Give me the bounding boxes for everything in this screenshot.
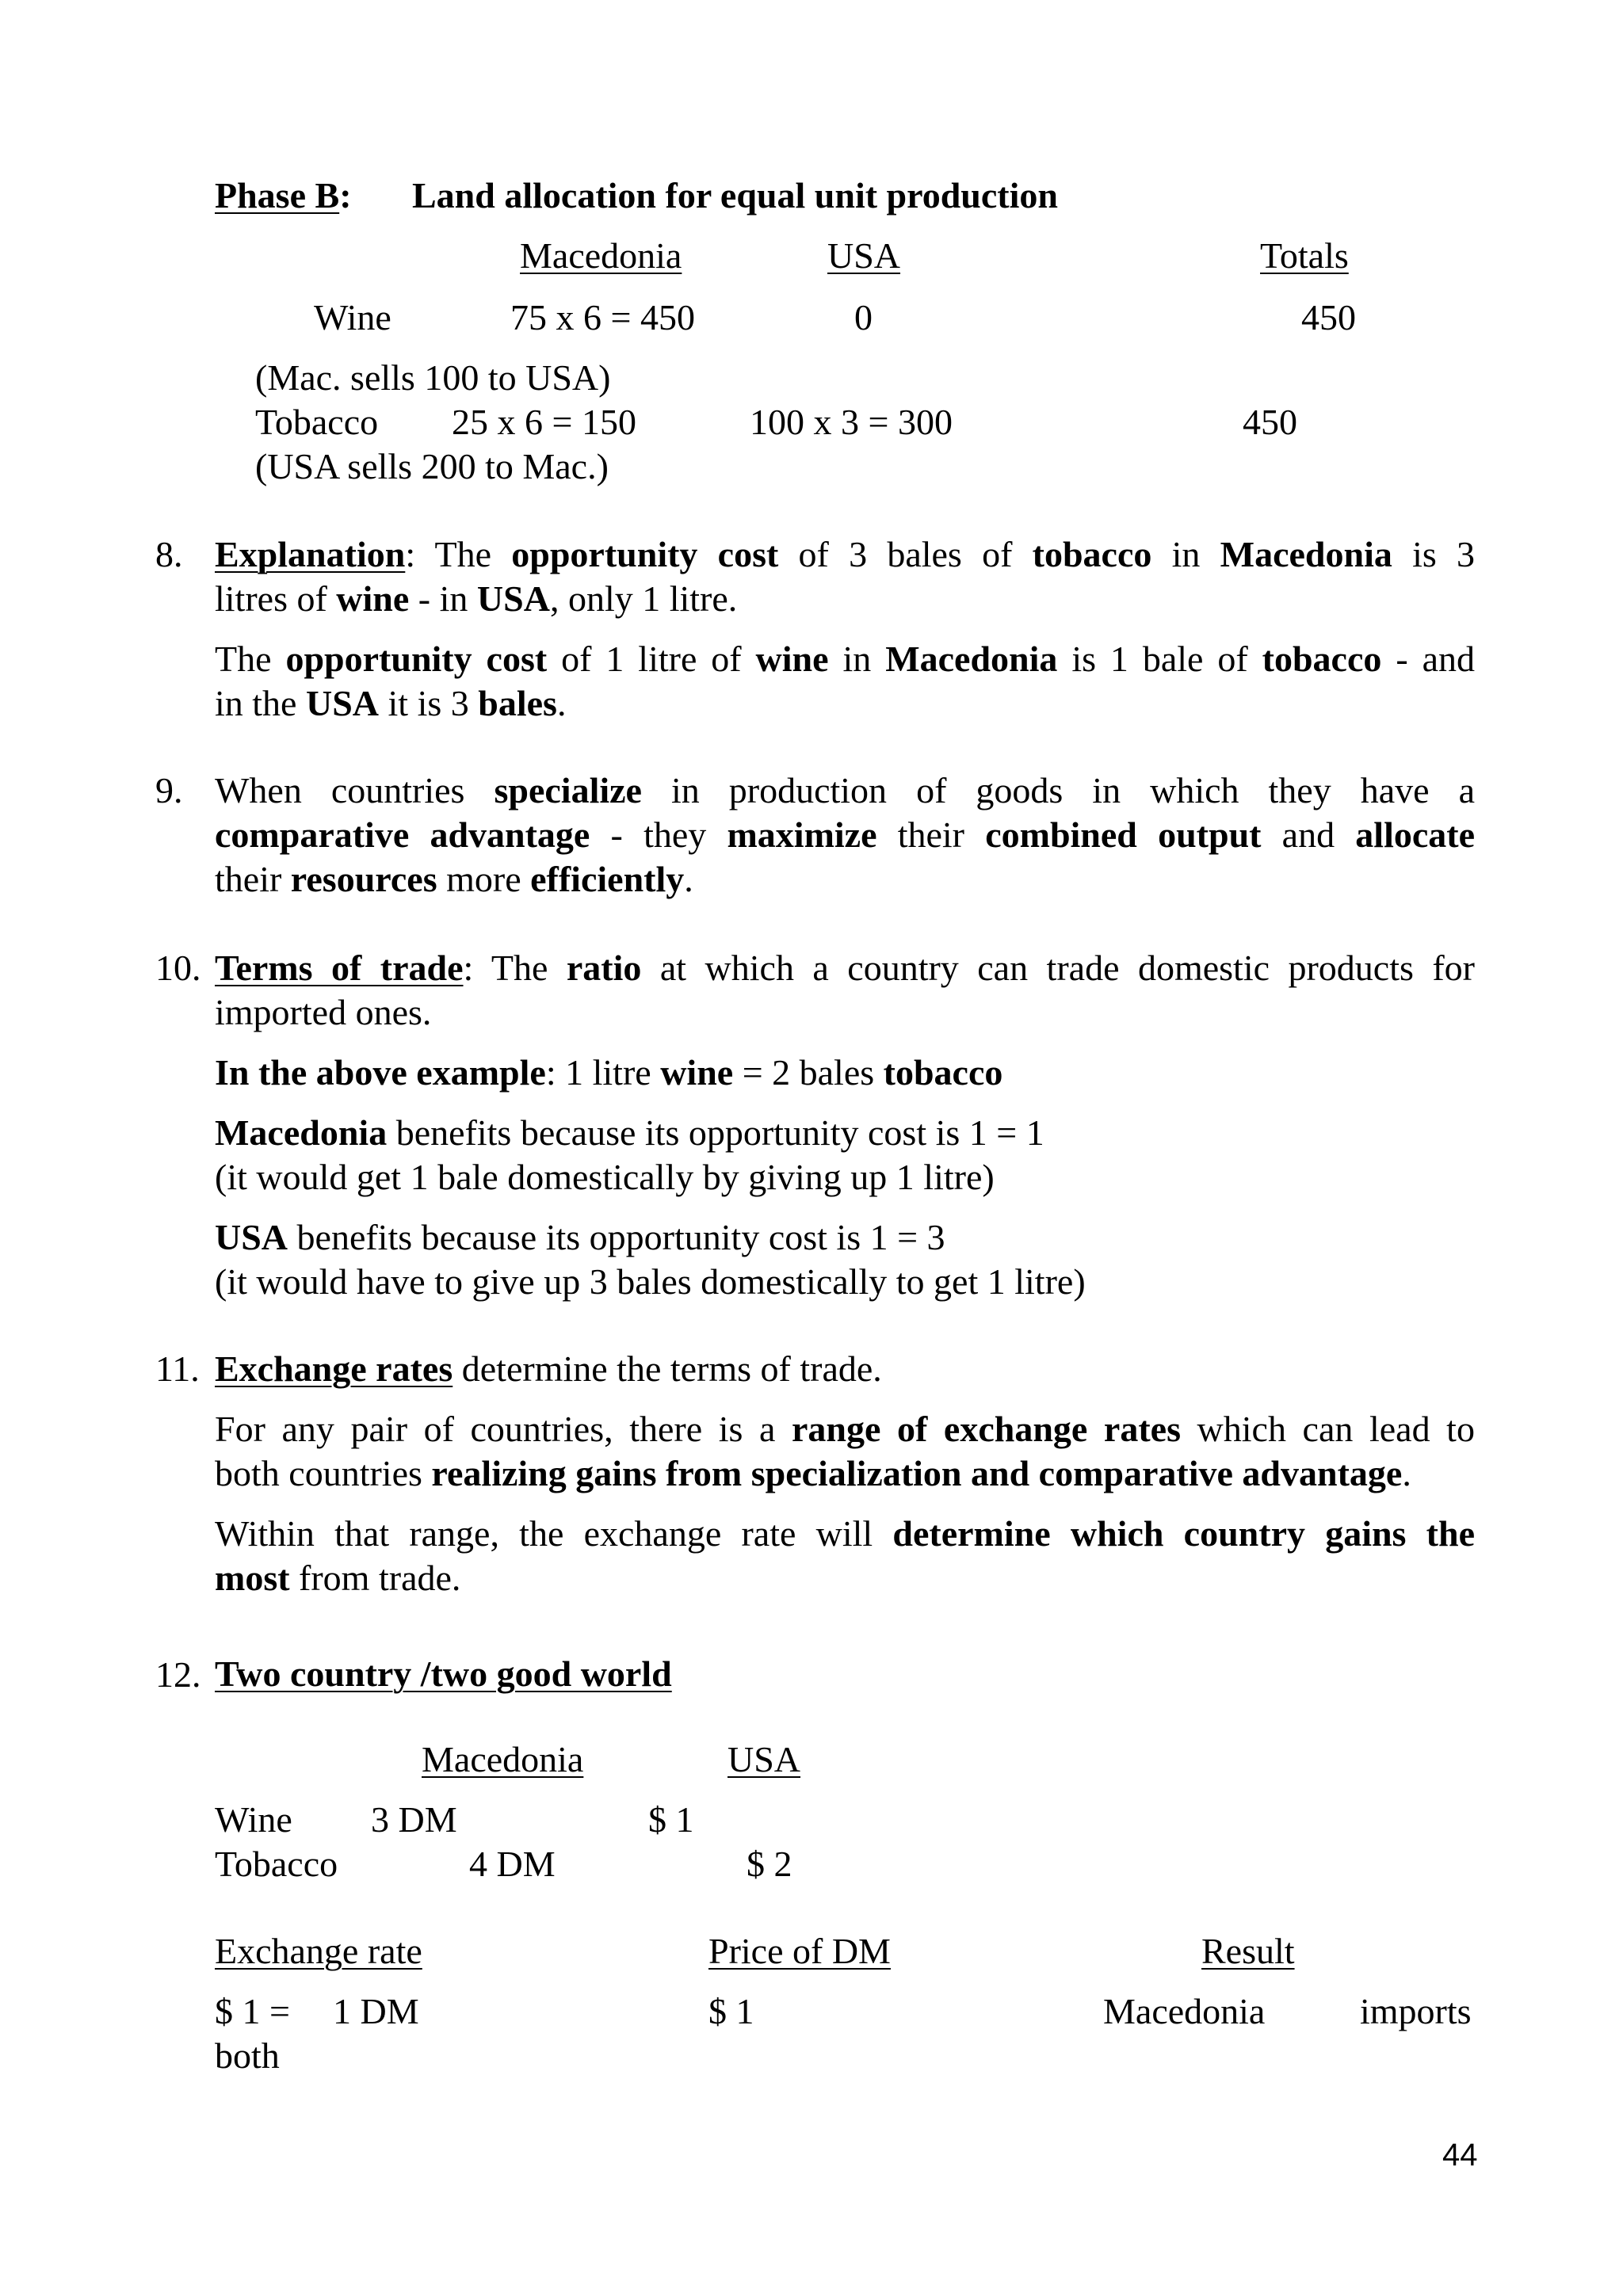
text-line — [215, 577, 1475, 621]
emphasis-text: In the above example — [215, 1052, 546, 1093]
page-number: 44 — [1442, 2138, 1478, 2172]
emphasis-text: allocate — [1355, 814, 1476, 855]
emphasis-text: efficiently — [530, 859, 685, 899]
text-run: . — [684, 859, 693, 899]
text-run: which can lead to — [1180, 1409, 1475, 1449]
emphasis-text: ratio — [566, 948, 642, 988]
price-header-macedonia: Macedonia — [422, 1739, 584, 1779]
emphasis-text: Macedonia — [215, 1112, 388, 1153]
text-run: from trade. — [289, 1558, 461, 1598]
text-line — [215, 990, 1475, 1035]
text-line — [215, 1407, 1475, 1451]
text-line — [215, 1111, 1475, 1155]
note-mac-sells: (Mac. sells 100 to USA) — [255, 357, 611, 398]
emphasis-text: combined output — [985, 814, 1262, 855]
text-run: benefits because its opportunity cost is 1 = 1 — [387, 1112, 1044, 1153]
emphasis-text: realizing gains from specialization and comparative advantage — [431, 1453, 1403, 1493]
rate-row-1-result-country: Macedonia — [1103, 1991, 1266, 2031]
text-run: . — [1402, 1453, 1411, 1493]
item-11-paragraph — [215, 1347, 1475, 1600]
price-wine-macedonia: 3 DM — [371, 1799, 457, 1840]
item-9-number: 9. — [155, 770, 183, 810]
header-result: Result — [1201, 1931, 1295, 1971]
text-line — [215, 1051, 1475, 1095]
phase-b-label: Phase B — [215, 175, 340, 215]
emphasis-text: USA — [476, 578, 550, 619]
text-run: in — [828, 639, 886, 679]
header-exchange-rate: Exchange rate — [215, 1931, 422, 1971]
text-line — [215, 532, 1475, 577]
price-wine-label: Wine — [215, 1799, 292, 1840]
item-8-number: 8. — [155, 534, 183, 574]
text-run: in production of goods in which they have a — [641, 770, 1475, 810]
item-9-paragraph — [215, 769, 1475, 902]
emphasis-text: Macedonia — [1220, 534, 1392, 574]
emphasis-text: determine which country gains the — [892, 1513, 1475, 1554]
text-line — [215, 1347, 1475, 1391]
text-run: (it would have to give up 3 bales domestically to get 1 litre) — [215, 1261, 1086, 1302]
text-line — [215, 681, 1475, 726]
text-line — [215, 1215, 1475, 1260]
text-run: and — [1261, 814, 1356, 855]
emphasis-text: Terms of trade — [215, 948, 464, 988]
text-line — [215, 946, 1475, 990]
wine-label: Wine — [314, 297, 391, 338]
wine-macedonia: 75 x 6 = 450 — [510, 297, 695, 338]
item-8-paragraph — [215, 532, 1475, 726]
text-run: determine the terms of trade. — [453, 1348, 882, 1389]
item-11-number: 11. — [155, 1348, 200, 1389]
text-run: : The — [405, 534, 512, 574]
text-line — [215, 857, 1475, 902]
text-run: more — [437, 859, 531, 899]
text-run: . — [556, 683, 567, 723]
emphasis-text: tobacco — [1032, 534, 1152, 574]
emphasis-text: Explanation — [215, 534, 406, 574]
header-usa: USA — [827, 235, 901, 276]
rate-row-1-result-both: both — [215, 2035, 280, 2076]
tobacco-label: Tobacco — [255, 402, 379, 442]
text-run: Within that range, the exchange rate will — [215, 1513, 893, 1554]
text-run: it is 3 — [379, 683, 479, 723]
item-12-title: Two country /two good world — [215, 1653, 672, 1694]
emphasis-text: tobacco — [883, 1052, 1003, 1093]
text-run: - they — [590, 814, 727, 855]
item-10-paragraph — [215, 946, 1475, 1304]
wine-usa: 0 — [854, 297, 873, 338]
text-run: of 3 bales of — [778, 534, 1033, 574]
phase-b-heading: Phase B: — [215, 175, 352, 215]
text-line — [215, 1451, 1475, 1496]
text-run: at which a country can trade domestic products for — [641, 948, 1475, 988]
phase-b-title: Land allocation for equal unit production — [412, 175, 1058, 215]
text-run: their — [876, 814, 986, 855]
text-line — [215, 1512, 1475, 1556]
text-run: : 1 litre — [545, 1052, 661, 1093]
text-run: is 3 — [1392, 534, 1476, 574]
emphasis-text: wine — [336, 578, 410, 619]
text-run: litres of — [215, 578, 337, 619]
text-run: (it would get 1 bale domestically by giving up 1 litre) — [215, 1157, 995, 1197]
emphasis-text: resources — [290, 859, 437, 899]
price-wine-usa: $ 1 — [648, 1799, 694, 1840]
header-totals: Totals — [1260, 235, 1349, 276]
emphasis-text: specialize — [494, 770, 642, 810]
rate-row-1-result-imports: imports — [1360, 1991, 1472, 2031]
header-price-of-dm: Price of DM — [708, 1931, 891, 1971]
rate-row-1-rate: $ 1 = — [215, 1991, 290, 2031]
text-run: imported ones. — [215, 992, 432, 1032]
rate-row-1-dm: 1 DM — [333, 1991, 419, 2031]
item-12-number: 12. — [155, 1654, 201, 1695]
emphasis-text: Macedonia — [885, 639, 1058, 679]
text-run: both countries — [215, 1453, 432, 1493]
text-run: - and — [1381, 639, 1475, 679]
text-run: is 1 bale of — [1057, 639, 1262, 679]
tobacco-usa: 100 x 3 = 300 — [750, 402, 953, 442]
text-run: , only 1 litre. — [549, 578, 738, 619]
emphasis-text: range of exchange rates — [792, 1409, 1181, 1449]
emphasis-text: wine — [755, 639, 829, 679]
emphasis-text: USA — [215, 1217, 288, 1257]
emphasis-text: USA — [305, 683, 380, 723]
text-run: in the — [215, 683, 306, 723]
emphasis-text: wine — [660, 1052, 734, 1093]
text-run: For any pair of countries, there is a — [215, 1409, 792, 1449]
tobacco-total: 450 — [1243, 402, 1297, 442]
header-macedonia: Macedonia — [520, 235, 682, 276]
emphasis-text: most — [215, 1558, 290, 1598]
price-tobacco-label: Tobacco — [215, 1844, 338, 1884]
text-run: in — [1151, 534, 1220, 574]
emphasis-text: bales — [478, 683, 557, 723]
text-line — [215, 813, 1475, 857]
text-run: When countries — [215, 770, 495, 810]
text-line — [215, 769, 1475, 813]
text-line — [215, 1260, 1475, 1304]
price-tobacco-usa: $ 2 — [747, 1844, 792, 1884]
emphasis-text: maximize — [727, 814, 877, 855]
emphasis-text: comparative advantage — [215, 814, 590, 855]
item-10-number: 10. — [155, 948, 201, 988]
emphasis-text: tobacco — [1262, 639, 1382, 679]
text-run: = 2 bales — [733, 1052, 884, 1093]
price-tobacco-macedonia: 4 DM — [469, 1844, 556, 1884]
text-line — [215, 637, 1475, 681]
text-line — [215, 1556, 1475, 1600]
text-run: : The — [463, 948, 567, 988]
text-run: - in — [409, 578, 477, 619]
emphasis-text: opportunity cost — [285, 639, 548, 679]
wine-total: 450 — [1301, 297, 1356, 338]
text-run: their — [215, 859, 291, 899]
rate-row-1-price: $ 1 — [708, 1991, 754, 2031]
emphasis-text: opportunity cost — [511, 534, 779, 574]
text-line — [215, 1155, 1475, 1199]
text-run: of 1 litre of — [547, 639, 756, 679]
text-run: The — [215, 639, 286, 679]
tobacco-macedonia: 25 x 6 = 150 — [452, 402, 636, 442]
emphasis-text: Exchange rates — [215, 1348, 453, 1389]
price-header-usa: USA — [727, 1739, 801, 1779]
text-run: benefits because its opportunity cost is 1 = 3 — [288, 1217, 945, 1257]
note-usa-sells: (USA sells 200 to Mac.) — [255, 446, 609, 486]
